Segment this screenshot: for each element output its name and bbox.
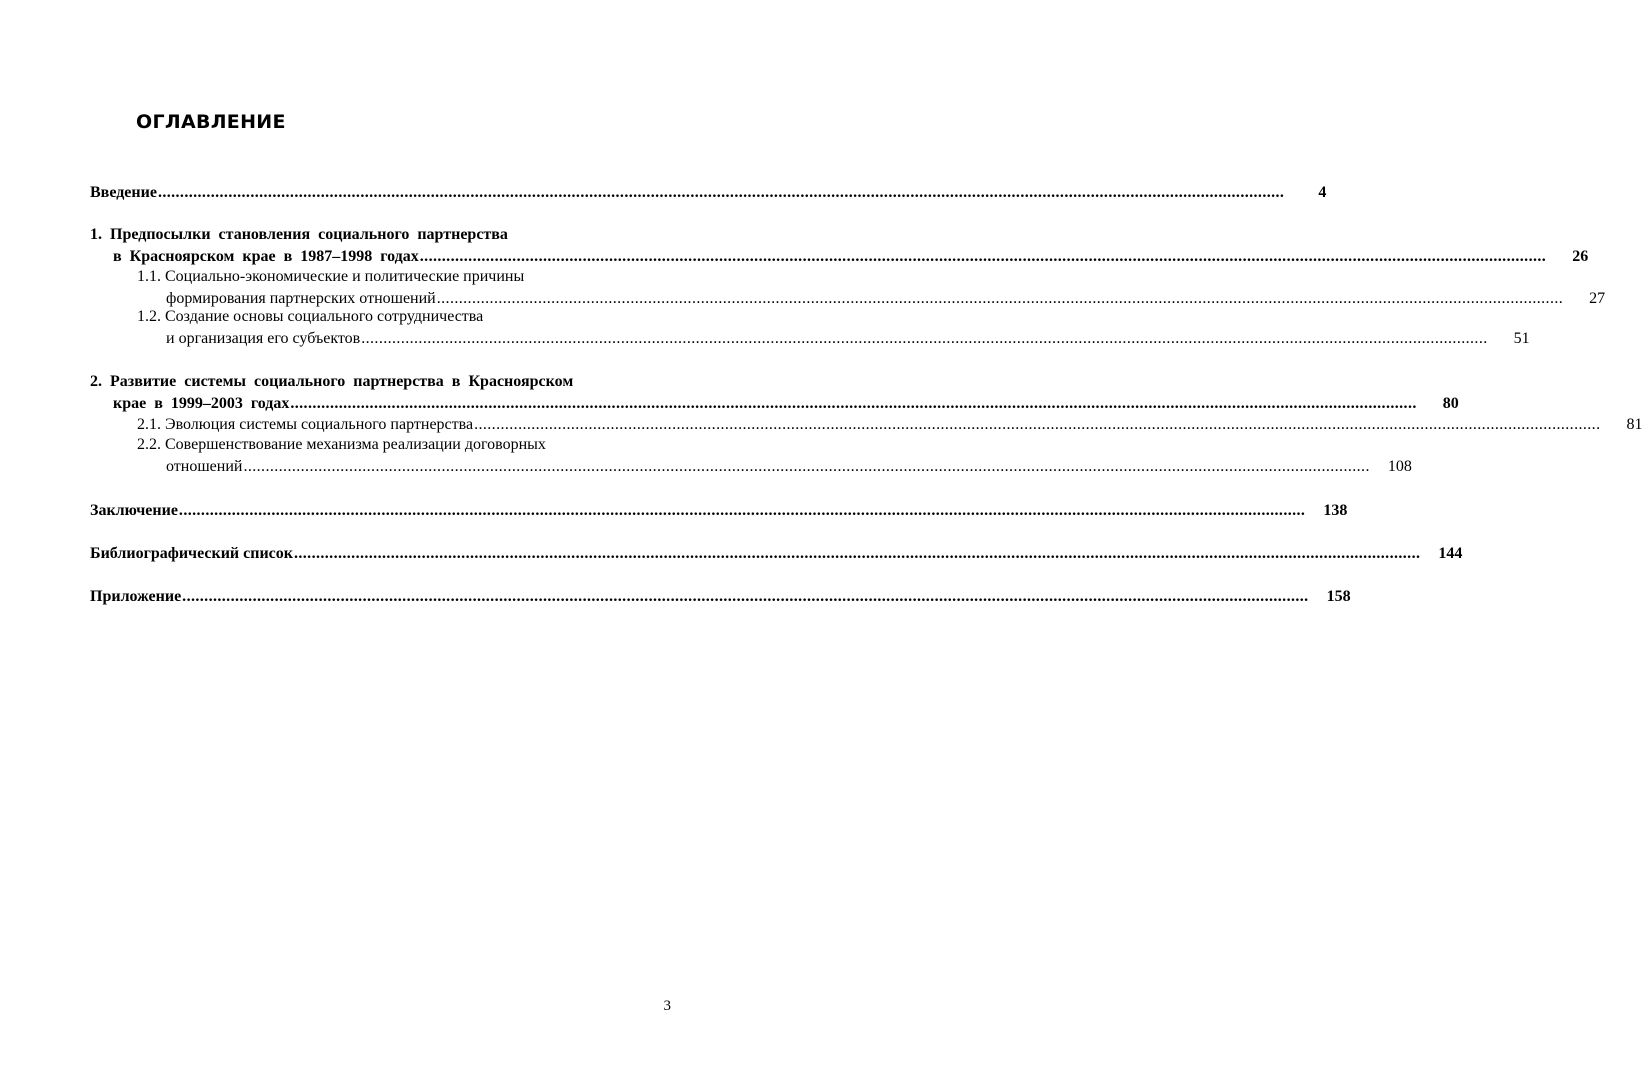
toc-chapter2-line2[interactable] <box>113 392 1459 414</box>
page-number: 3 <box>663 998 671 1014</box>
leader-dots: ................................................................................................................................................................................................................................................................ <box>361 330 1488 347</box>
toc-entry-label: и организация его субъектов <box>166 330 361 347</box>
leader-dots: ................................................................................................................................................................................................................................................................ <box>436 290 1564 307</box>
toc-entry-label: Заключение <box>90 502 178 519</box>
toc-entry-intro[interactable] <box>90 181 1327 203</box>
leader-dots: ................................................................................................................................................................................................................................................................ <box>419 248 1547 265</box>
toc-page-number: 4 <box>1318 184 1327 201</box>
toc-entry-label: Библиографический список <box>90 545 293 562</box>
toc-entry-label: Приложение <box>90 588 182 605</box>
toc-entry-label: Введение <box>90 184 157 201</box>
toc-page-number: 108 <box>1387 458 1412 475</box>
toc-entry-label: в Красноярском крае в 1987–1998 годах <box>113 248 419 265</box>
toc-entry-label: крае в 1999–2003 годах <box>113 395 290 412</box>
toc-chapter1-line1[interactable]: 1. Предпосылки становления социального партнерства <box>90 226 508 243</box>
leader-dots: ................................................................................................................................................................................................................................................................ <box>474 416 1601 433</box>
leader-dots: ................................................................................................................................................................................................................................................................ <box>293 545 1421 562</box>
toc-entry-bibliography[interactable] <box>90 542 1463 564</box>
toc-page-number: 26 <box>1572 248 1589 265</box>
toc-page-number: 158 <box>1326 588 1351 605</box>
toc-section-1-2-line1[interactable]: 1.2. Создание основы социального сотрудничества <box>137 308 484 325</box>
toc-section-1-2-line2[interactable] <box>166 327 1530 349</box>
leader-dots: ................................................................................................................................................................................................................................................................ <box>243 458 1370 475</box>
toc-page-number: 144 <box>1438 545 1463 562</box>
toc-entry-appendix[interactable] <box>90 585 1351 607</box>
toc-page-number: 80 <box>1442 395 1459 412</box>
leader-dots: ................................................................................................................................................................................................................................................................ <box>178 502 1306 519</box>
toc-section-1-1-line2[interactable] <box>166 287 1606 309</box>
toc-entry-label: формирования партнерских отношений <box>166 290 436 307</box>
toc-entry-label: 2.1. Эволюция системы социального партнерства <box>137 416 474 433</box>
toc-section-2-2-line1[interactable]: 2.2. Совершенствование механизма реализации договорных <box>137 436 546 453</box>
toc-page-number: 51 <box>1513 330 1530 347</box>
toc-section-1-1-line1[interactable]: 1.1. Социально-экономические и политические причины <box>137 268 525 285</box>
toc-entry-conclusion[interactable] <box>90 499 1348 521</box>
leader-dots: ................................................................................................................................................................................................................................................................ <box>157 184 1285 201</box>
toc-chapter2-line1[interactable]: 2. Развитие системы социального партнерства в Красноярском <box>90 373 574 390</box>
toc-page-number: 81 <box>1626 416 1642 433</box>
toc-page-number: 27 <box>1589 290 1606 307</box>
toc-entry-label: отношений <box>166 458 243 475</box>
toc-heading: ОГЛАВЛЕНИЕ <box>136 111 286 133</box>
leader-dots: ................................................................................................................................................................................................................................................................ <box>182 588 1309 605</box>
toc-section-2-2-line2[interactable] <box>166 455 1412 477</box>
toc-chapter1-line2[interactable] <box>113 245 1589 267</box>
leader-dots: ................................................................................................................................................................................................................................................................ <box>290 395 1417 412</box>
toc-page-number: 138 <box>1323 502 1348 519</box>
toc-section-2-1[interactable] <box>137 413 1642 435</box>
